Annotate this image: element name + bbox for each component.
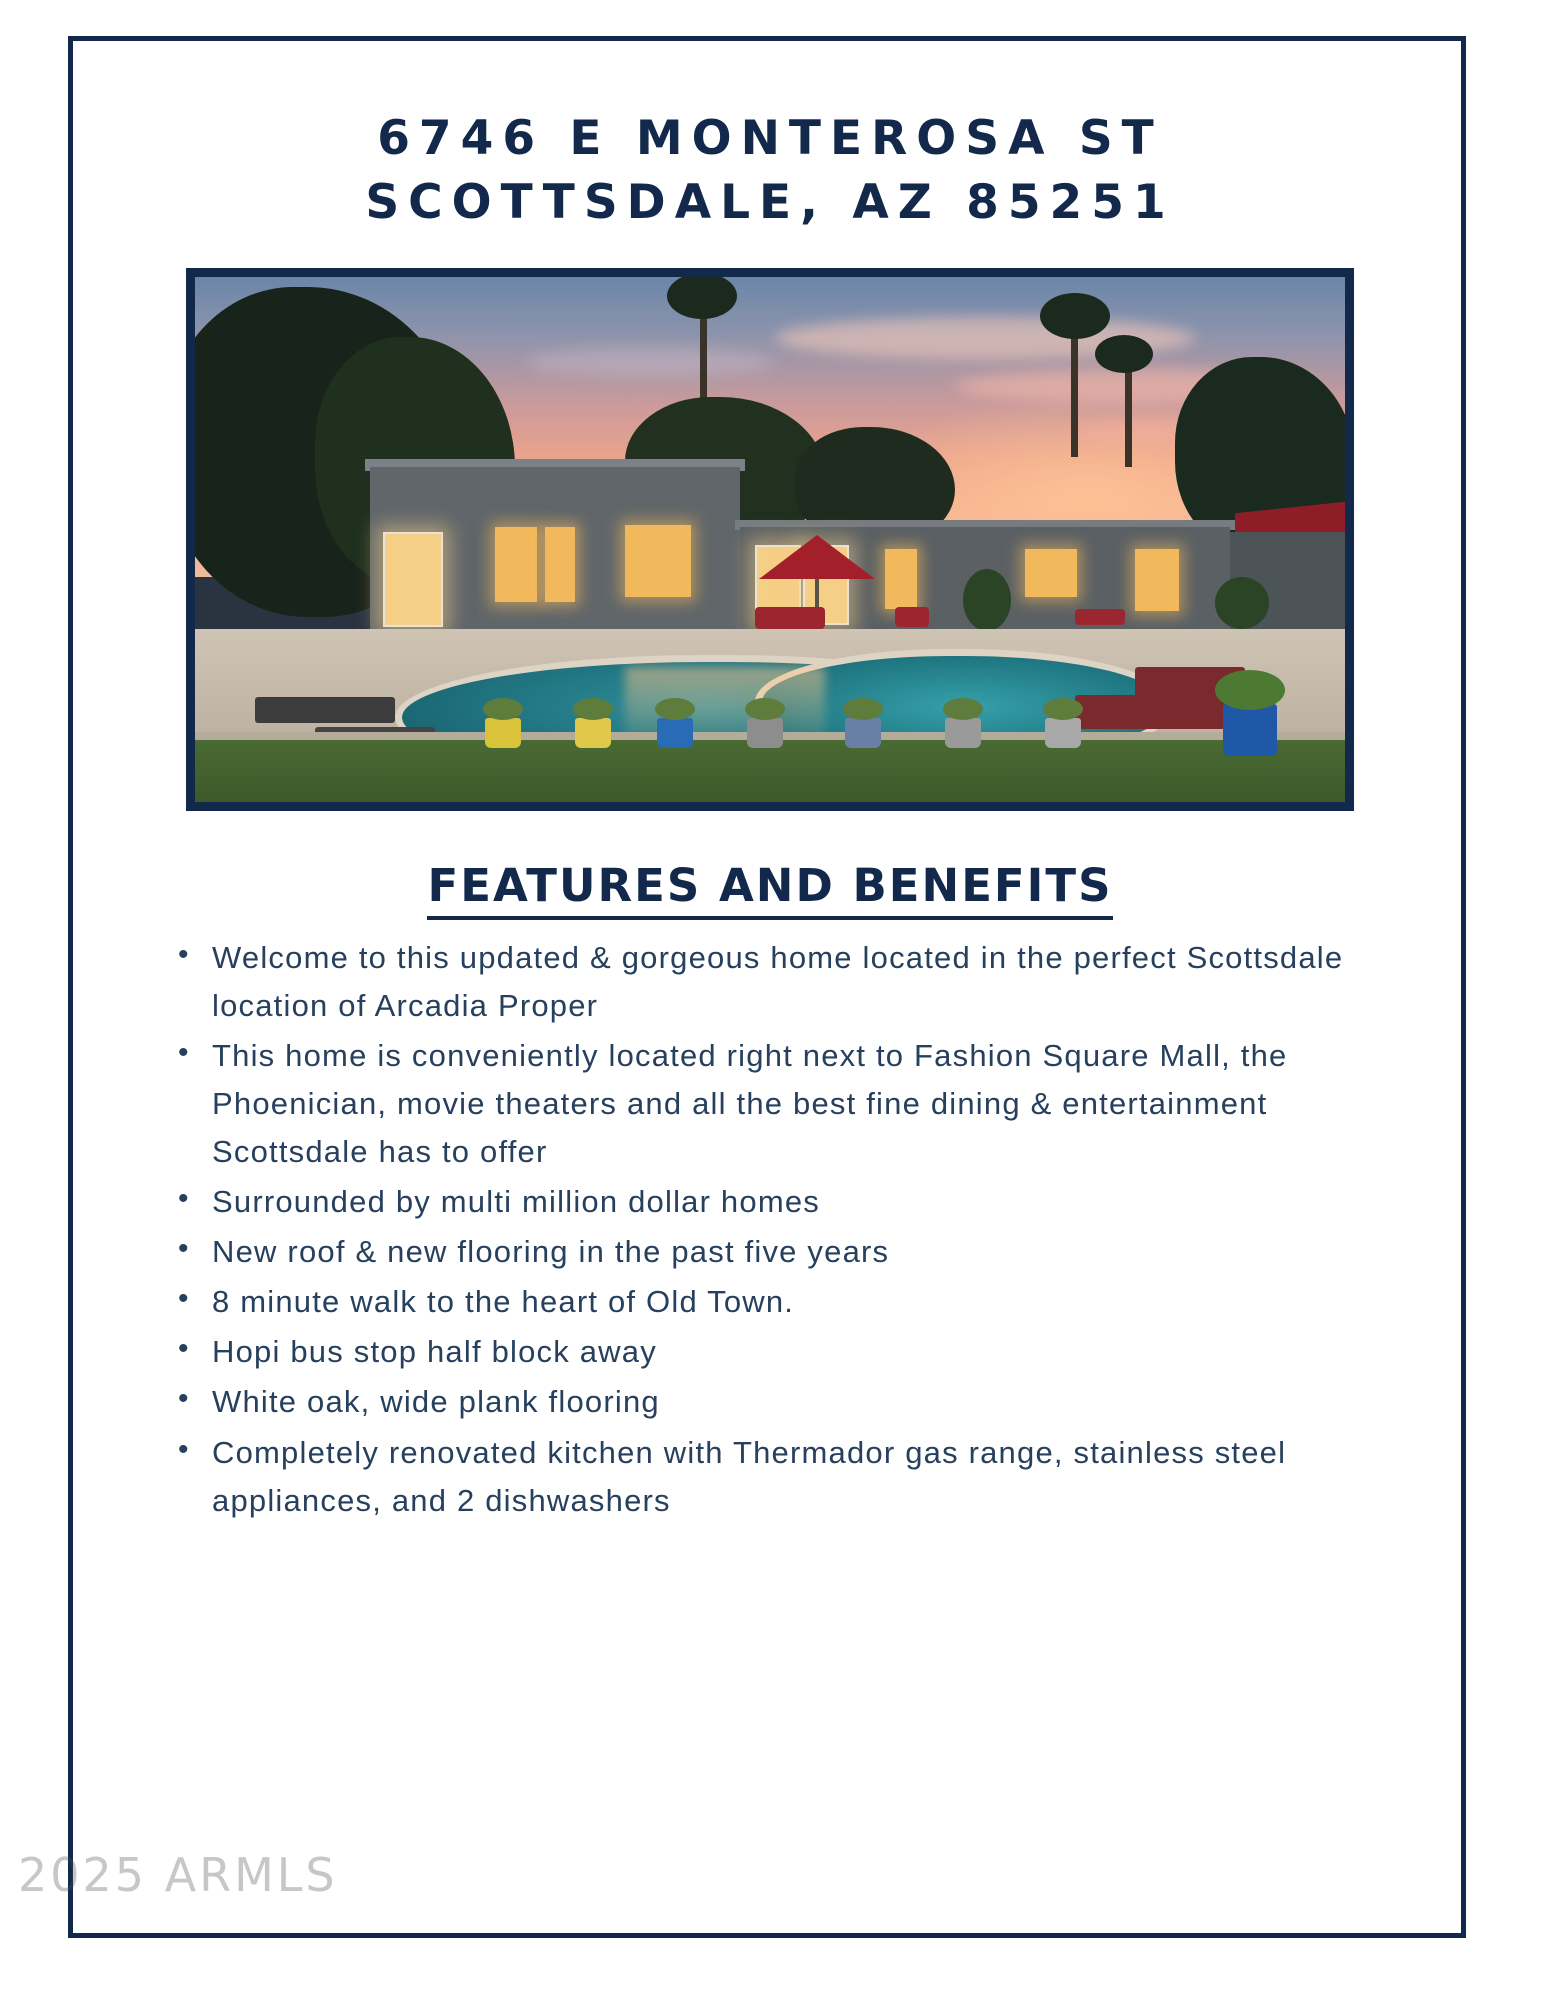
list-item: • Surrounded by multi million dollar homes xyxy=(170,1178,1400,1226)
lit-window xyxy=(625,525,691,597)
large-blue-planter xyxy=(1223,704,1277,756)
palm-fronds xyxy=(1040,293,1110,339)
list-item: • White oak, wide plank flooring xyxy=(170,1378,1400,1426)
shrub xyxy=(1215,577,1269,629)
palm-fronds xyxy=(1095,335,1153,373)
list-item: • 8 minute walk to the heart of Old Town. xyxy=(170,1278,1400,1326)
lit-window xyxy=(885,549,917,609)
planter-pot xyxy=(1045,718,1081,748)
planter-pot xyxy=(657,718,693,748)
planter-pot xyxy=(845,718,881,748)
lit-window xyxy=(545,527,575,602)
lit-window xyxy=(495,527,537,602)
watermark: 2025 ARMLS xyxy=(18,1848,338,1902)
features-title-text: FEATURES AND BENEFITS xyxy=(427,859,1112,920)
list-item: • This home is conveniently located right next to Fashion Square Mall, the Phoenician, movie theaters and all the best fine dining & entertainment Scottsdale has to offer xyxy=(170,1032,1400,1176)
features-section-title xyxy=(110,859,1430,912)
potted-plant xyxy=(483,698,523,720)
planter-pot xyxy=(485,718,521,748)
list-item: • Hopi bus stop half block away xyxy=(170,1328,1400,1376)
flyer-content xyxy=(110,70,1430,1527)
property-photo xyxy=(186,268,1354,811)
lounge-chair xyxy=(1075,695,1225,729)
address-line-1: 6746 E MONTEROSA ST xyxy=(377,111,1163,166)
lawn xyxy=(195,740,1345,802)
potted-plant xyxy=(1043,698,1083,720)
glass-door xyxy=(383,532,443,627)
potted-plant xyxy=(843,698,883,720)
lit-window xyxy=(1135,549,1179,611)
potted-plant xyxy=(655,698,695,720)
planter-pot xyxy=(575,718,611,748)
patio-umbrella xyxy=(759,535,875,579)
list-item: • Completely renovated kitchen with Thermador gas range, stainless steel appliances, and 2 dishwashers xyxy=(170,1429,1400,1525)
potted-plant xyxy=(745,698,785,720)
patio-chair xyxy=(895,607,929,627)
potted-plant xyxy=(1215,670,1285,710)
address-line-2: SCOTTSDALE, AZ 85251 xyxy=(365,175,1175,231)
patio-chair xyxy=(1075,609,1125,625)
shrub xyxy=(963,569,1011,631)
cloud xyxy=(525,347,775,377)
potted-plant xyxy=(573,698,613,720)
palm-fronds xyxy=(667,273,737,319)
potted-plant xyxy=(943,698,983,720)
list-item: • Welcome to this updated & gorgeous home located in the perfect Scottsdale location of Arcadia Proper xyxy=(170,934,1400,1030)
property-address xyxy=(110,108,1430,234)
list-item: • New roof & new flooring in the past five years xyxy=(170,1228,1400,1276)
features-list xyxy=(110,934,1430,1525)
planter-pot xyxy=(945,718,981,748)
lit-window xyxy=(1025,549,1077,597)
patio-sofa xyxy=(755,607,825,629)
planter-pot xyxy=(747,718,783,748)
lounge-chair xyxy=(255,697,395,723)
